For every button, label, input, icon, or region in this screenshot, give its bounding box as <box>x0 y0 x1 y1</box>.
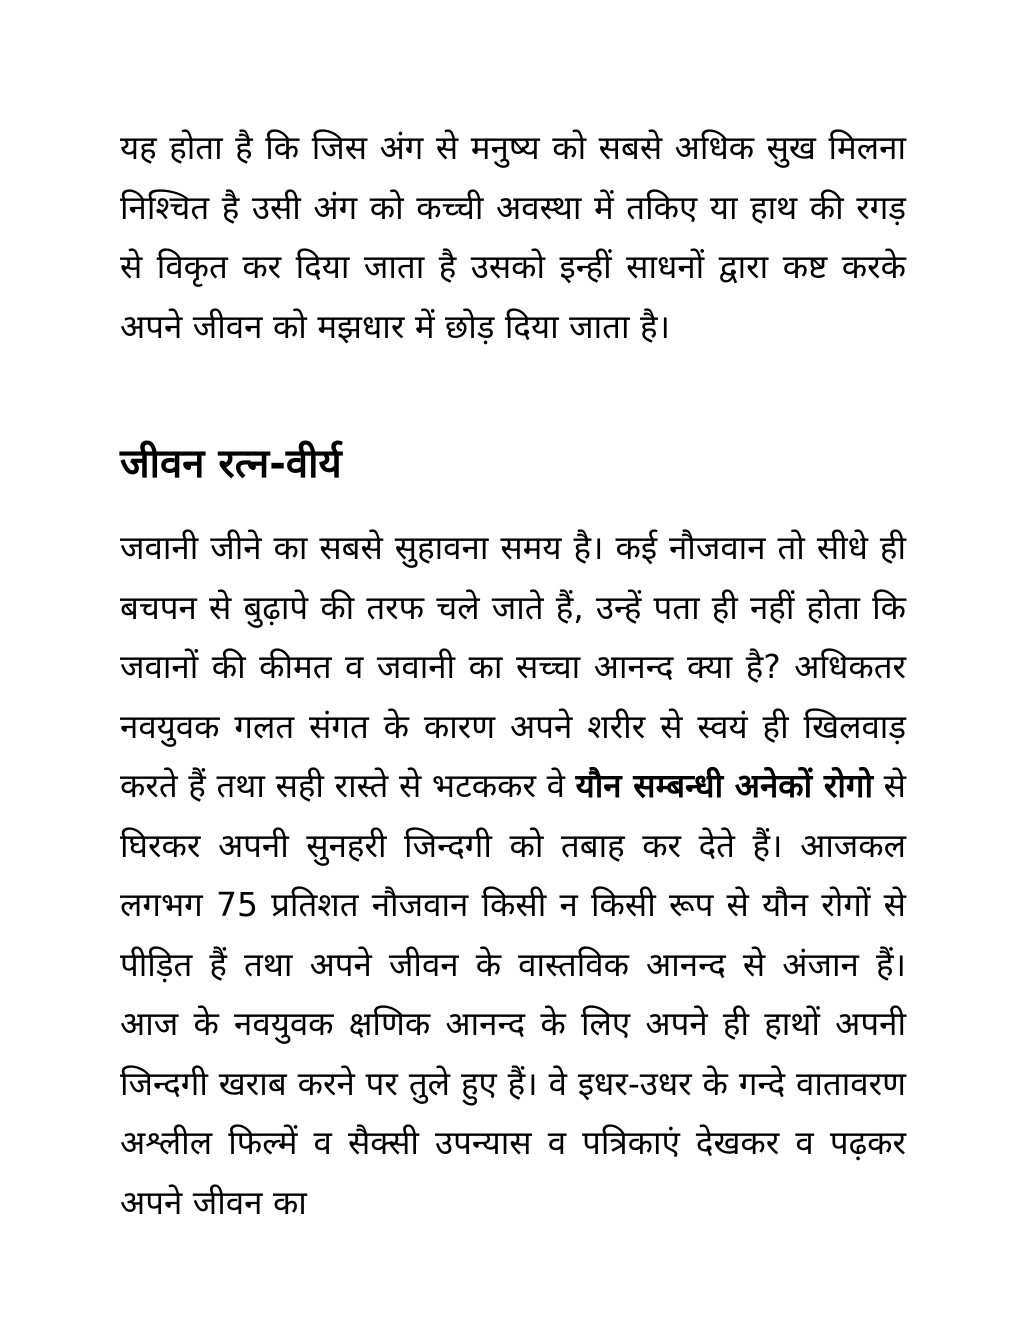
body-paragraph-1: यह होता है कि जिस अंग से मनुष्य को सबसे अधिक सुख मिलना निश्चित है उसी अंग को कच्ची अवस्था में तकिए या हाथ की रगड़ से विकृत कर दिया जाता है उसको इन्हीं साधनों द्वारा कष्ट करके अपने जीवन को मझधार में छोड़ दिया जाता है। <box>120 128 906 346</box>
paragraph-2-text-end: से घिरकर अपनी सुनहरी जिन्दगी को तबाह कर देते हैं। आजकल लगभग 75 प्रतिशत नौजवान किसी न किसी रूप से यौन रोगों से पीड़ित हैं तथा अपने जीवन के वास्तविक आनन्द से अंजान हैं। आज के नवयुवक क्षणिक आनन्द के लिए अपने ही हाथों अपनी जिन्दगी खराब करने पर तुले हुए हैं। वे इधर-उधर के गन्दे वातावरण अश्लील फिल्में व सैक्सी उपन्यास व पत्रिकाएं देखकर व पढ़कर अपने जीवन का <box>120 766 906 1222</box>
paragraph-2-text-start: जवानी जीने का सबसे सुहावना समय है। कई नौजवान तो सीधे ही बचपन से बुढ़ापे की तरफ चले जाते हैं, उन्हें पता ही नहीं होता कि जवानों की कीमत व जवानी का सच्चा आनन्द क्या है? अधिकतर नवयुवक गलत संगत के कारण अपने शरीर से स्वयं ही खिलवाड़ करते हैं तथा सही रास्ते से भटककर वे <box>120 528 906 805</box>
section-heading: जीवन रत्न-वीर्य <box>120 441 342 487</box>
bold-phrase: यौन सम्बन्धी अनेकों रोगो <box>575 766 874 805</box>
body-paragraph-2 <box>120 518 906 1232</box>
document-page <box>120 118 906 1222</box>
